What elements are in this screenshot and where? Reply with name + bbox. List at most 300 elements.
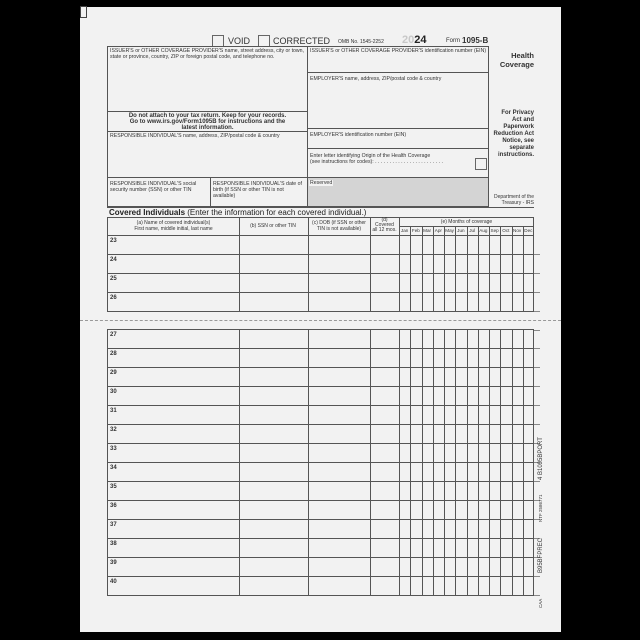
month-cell-may[interactable]	[444, 444, 455, 463]
dob-cell[interactable]	[308, 520, 370, 539]
month-cell-mar[interactable]	[422, 406, 433, 425]
month-cell-nov[interactable]	[512, 539, 523, 558]
month-cell-jan[interactable]	[399, 444, 410, 463]
month-cell-jul[interactable]	[467, 558, 478, 577]
month-cell-mar[interactable]	[422, 539, 433, 558]
month-cell-oct[interactable]	[500, 274, 511, 293]
month-cell-aug[interactable]	[478, 406, 489, 425]
month-cell-jul[interactable]	[467, 444, 478, 463]
month-cell-nov[interactable]	[512, 577, 523, 596]
dob-cell[interactable]	[308, 406, 370, 425]
month-cell-oct[interactable]	[500, 482, 511, 501]
month-cell-jun[interactable]	[455, 387, 466, 406]
month-cell-aug[interactable]	[478, 387, 489, 406]
month-cell-aug[interactable]	[478, 520, 489, 539]
month-cell-aug[interactable]	[478, 236, 489, 255]
month-cell-sep[interactable]	[489, 368, 500, 387]
month-cell-dec[interactable]	[523, 406, 534, 425]
ssn-cell[interactable]	[239, 274, 308, 293]
month-cell-apr[interactable]	[433, 482, 444, 501]
ssn-cell[interactable]	[239, 444, 308, 463]
month-cell-apr[interactable]	[433, 501, 444, 520]
month-cell-nov[interactable]	[512, 293, 523, 312]
month-cell-aug[interactable]	[478, 330, 489, 349]
month-cell-apr[interactable]	[433, 274, 444, 293]
month-cell-nov[interactable]	[512, 349, 523, 368]
responsible-dob-box[interactable]: RESPONSIBLE INDIVIDUAL'S date of birth (if SSN or other TIN is not available)	[210, 177, 308, 207]
month-cell-jun[interactable]	[455, 274, 466, 293]
ssn-cell[interactable]	[239, 255, 308, 274]
month-cell-oct[interactable]	[500, 293, 511, 312]
month-cell-sep[interactable]	[489, 520, 500, 539]
all-12-months-cell[interactable]	[370, 425, 399, 444]
month-cell-oct[interactable]	[500, 520, 511, 539]
dob-cell[interactable]	[308, 387, 370, 406]
month-cell-may[interactable]	[444, 482, 455, 501]
month-cell-jan[interactable]	[399, 368, 410, 387]
ssn-cell[interactable]	[239, 520, 308, 539]
dob-cell[interactable]	[308, 349, 370, 368]
month-cell-feb[interactable]	[410, 236, 421, 255]
month-cell-nov[interactable]	[512, 501, 523, 520]
month-cell-jul[interactable]	[467, 293, 478, 312]
month-cell-oct[interactable]	[500, 255, 511, 274]
month-cell-nov[interactable]	[512, 236, 523, 255]
all-12-months-cell[interactable]	[370, 482, 399, 501]
month-cell-dec[interactable]	[523, 520, 534, 539]
month-cell-jun[interactable]	[455, 558, 466, 577]
month-cell-feb[interactable]	[410, 255, 421, 274]
month-cell-dec[interactable]	[523, 425, 534, 444]
month-cell-jan[interactable]	[399, 330, 410, 349]
month-cell-aug[interactable]	[478, 482, 489, 501]
month-cell-dec[interactable]	[523, 293, 534, 312]
month-cell-jun[interactable]	[455, 577, 466, 596]
month-cell-aug[interactable]	[478, 255, 489, 274]
dob-cell[interactable]	[308, 463, 370, 482]
month-cell-feb[interactable]	[410, 577, 421, 596]
name-cell[interactable]	[108, 368, 239, 387]
month-cell-apr[interactable]	[433, 577, 444, 596]
month-cell-jun[interactable]	[455, 368, 466, 387]
responsible-name-box[interactable]: RESPONSIBLE INDIVIDUAL'S name, address, ZIP/postal code & country	[107, 131, 308, 178]
all-12-months-cell[interactable]	[370, 520, 399, 539]
month-cell-jan[interactable]	[399, 520, 410, 539]
all-12-months-cell[interactable]	[370, 236, 399, 255]
name-cell[interactable]	[108, 387, 239, 406]
all-12-months-cell[interactable]	[370, 444, 399, 463]
name-cell[interactable]	[108, 406, 239, 425]
month-cell-jul[interactable]	[467, 482, 478, 501]
month-cell-jun[interactable]	[455, 293, 466, 312]
employer-name-box[interactable]: EMPLOYER'S name, address, ZIP/postal code & country	[307, 72, 489, 129]
month-cell-nov[interactable]	[512, 558, 523, 577]
month-cell-aug[interactable]	[478, 368, 489, 387]
all-12-months-cell[interactable]	[370, 539, 399, 558]
month-cell-may[interactable]	[444, 539, 455, 558]
month-cell-nov[interactable]	[512, 482, 523, 501]
month-cell-apr[interactable]	[433, 236, 444, 255]
dob-cell[interactable]	[308, 577, 370, 596]
month-cell-may[interactable]	[444, 368, 455, 387]
ssn-cell[interactable]	[239, 577, 308, 596]
month-cell-sep[interactable]	[489, 293, 500, 312]
month-cell-oct[interactable]	[500, 577, 511, 596]
month-cell-nov[interactable]	[512, 444, 523, 463]
name-cell[interactable]	[108, 349, 239, 368]
margin-code-4: CAA	[538, 598, 543, 608]
month-cell-sep[interactable]	[489, 349, 500, 368]
month-cell-jun[interactable]	[455, 330, 466, 349]
month-cell-dec[interactable]	[523, 558, 534, 577]
month-cell-oct[interactable]	[500, 463, 511, 482]
all-12-months-cell[interactable]	[370, 501, 399, 520]
month-cell-aug[interactable]	[478, 349, 489, 368]
name-cell[interactable]	[108, 539, 239, 558]
dob-cell[interactable]	[308, 236, 370, 255]
month-cell-feb[interactable]	[410, 274, 421, 293]
dob-cell[interactable]	[308, 293, 370, 312]
month-cell-sep[interactable]	[489, 558, 500, 577]
month-cell-jan[interactable]	[399, 236, 410, 255]
month-cell-nov[interactable]	[512, 406, 523, 425]
month-cell-oct[interactable]	[500, 501, 511, 520]
month-cell-jun[interactable]	[455, 406, 466, 425]
month-cell-jun[interactable]	[455, 501, 466, 520]
dob-cell[interactable]	[308, 425, 370, 444]
month-cell-mar[interactable]	[422, 236, 433, 255]
month-cell-feb[interactable]	[410, 444, 421, 463]
dob-cell[interactable]	[308, 501, 370, 520]
month-cell-may[interactable]	[444, 406, 455, 425]
month-cell-feb[interactable]	[410, 482, 421, 501]
month-cell-may[interactable]	[444, 274, 455, 293]
month-cell-jul[interactable]	[467, 255, 478, 274]
all-12-months-cell[interactable]	[370, 274, 399, 293]
month-cell-may[interactable]	[444, 558, 455, 577]
ssn-cell[interactable]	[239, 425, 308, 444]
month-cell-apr[interactable]	[433, 368, 444, 387]
month-cell-jun[interactable]	[455, 444, 466, 463]
month-cell-jul[interactable]	[467, 387, 478, 406]
month-cell-jul[interactable]	[467, 236, 478, 255]
all-12-months-cell[interactable]	[370, 349, 399, 368]
month-cell-oct[interactable]	[500, 444, 511, 463]
month-cell-apr[interactable]	[433, 293, 444, 312]
month-cell-aug[interactable]	[478, 274, 489, 293]
name-cell[interactable]	[108, 274, 239, 293]
month-cell-jun[interactable]	[455, 482, 466, 501]
ssn-cell[interactable]	[239, 293, 308, 312]
ssn-cell[interactable]	[239, 387, 308, 406]
month-cell-jul[interactable]	[467, 539, 478, 558]
month-cell-nov[interactable]	[512, 255, 523, 274]
month-cell-apr[interactable]	[433, 330, 444, 349]
month-cell-jun[interactable]	[455, 236, 466, 255]
ssn-cell[interactable]	[239, 463, 308, 482]
month-cell-feb[interactable]	[410, 520, 421, 539]
month-cell-feb[interactable]	[410, 406, 421, 425]
month-cell-apr[interactable]	[433, 520, 444, 539]
month-cell-aug[interactable]	[478, 539, 489, 558]
month-cell-aug[interactable]	[478, 558, 489, 577]
month-cell-jul[interactable]	[467, 577, 478, 596]
month-cell-nov[interactable]	[512, 330, 523, 349]
month-cell-oct[interactable]	[500, 539, 511, 558]
month-cell-mar[interactable]	[422, 520, 433, 539]
month-cell-jan[interactable]	[399, 463, 410, 482]
dob-cell[interactable]	[308, 539, 370, 558]
month-cell-dec[interactable]	[523, 577, 534, 596]
month-cell-may[interactable]	[444, 463, 455, 482]
month-cell-sep[interactable]	[489, 463, 500, 482]
month-cell-apr[interactable]	[433, 463, 444, 482]
name-cell[interactable]	[108, 236, 239, 255]
month-cell-feb[interactable]	[410, 387, 421, 406]
month-cell-nov[interactable]	[512, 463, 523, 482]
month-cell-dec[interactable]	[523, 368, 534, 387]
month-cell-mar[interactable]	[422, 444, 433, 463]
name-cell[interactable]	[108, 558, 239, 577]
month-cell-jan[interactable]	[399, 577, 410, 596]
month-cell-feb[interactable]	[410, 368, 421, 387]
month-cell-aug[interactable]	[478, 444, 489, 463]
month-cell-jun[interactable]	[455, 539, 466, 558]
month-cell-may[interactable]	[444, 293, 455, 312]
month-cell-feb[interactable]	[410, 293, 421, 312]
month-cell-feb[interactable]	[410, 463, 421, 482]
month-cell-jun[interactable]	[455, 463, 466, 482]
month-cell-nov[interactable]	[512, 425, 523, 444]
month-cell-jul[interactable]	[467, 406, 478, 425]
dob-cell[interactable]	[308, 274, 370, 293]
month-cell-sep[interactable]	[489, 387, 500, 406]
month-cell-dec[interactable]	[523, 274, 534, 293]
month-cell-jul[interactable]	[467, 368, 478, 387]
issuer-name-box[interactable]: ISSUER'S or OTHER COVERAGE PROVIDER'S name, street address, city or town, state or province, country, ZIP or foreign postal code, and telephone no.	[107, 46, 308, 112]
month-cell-sep[interactable]	[489, 406, 500, 425]
month-cell-mar[interactable]	[422, 482, 433, 501]
month-cell-jan[interactable]	[399, 293, 410, 312]
month-cell-feb[interactable]	[410, 330, 421, 349]
name-cell[interactable]	[108, 255, 239, 274]
month-cell-mar[interactable]	[422, 368, 433, 387]
dob-cell[interactable]	[308, 444, 370, 463]
month-cell-may[interactable]	[444, 577, 455, 596]
month-cell-jun[interactable]	[455, 425, 466, 444]
all-12-months-cell[interactable]	[370, 558, 399, 577]
ssn-cell[interactable]	[239, 330, 308, 349]
dob-cell[interactable]	[308, 482, 370, 501]
month-cell-sep[interactable]	[489, 255, 500, 274]
month-cell-oct[interactable]	[500, 349, 511, 368]
month-cell-mar[interactable]	[422, 293, 433, 312]
month-cell-may[interactable]	[444, 349, 455, 368]
month-cell-dec[interactable]	[523, 330, 534, 349]
name-cell[interactable]	[108, 425, 239, 444]
employer-ein-box[interactable]: EMPLOYER'S identification number (EIN)	[307, 128, 489, 149]
all-12-months-cell[interactable]	[370, 255, 399, 274]
month-cell-jan[interactable]	[399, 558, 410, 577]
name-cell[interactable]	[108, 577, 239, 596]
month-cell-apr[interactable]	[433, 425, 444, 444]
month-cell-jul[interactable]	[467, 349, 478, 368]
all-12-months-cell[interactable]	[370, 293, 399, 312]
month-cell-feb[interactable]	[410, 501, 421, 520]
month-cell-apr[interactable]	[433, 539, 444, 558]
all-12-months-cell[interactable]	[370, 406, 399, 425]
name-cell[interactable]	[108, 520, 239, 539]
ssn-cell[interactable]	[239, 406, 308, 425]
month-cell-jan[interactable]	[399, 406, 410, 425]
month-cell-sep[interactable]	[489, 274, 500, 293]
month-cell-mar[interactable]	[422, 274, 433, 293]
month-cell-oct[interactable]	[500, 330, 511, 349]
month-cell-jan[interactable]	[399, 482, 410, 501]
dob-cell[interactable]	[308, 558, 370, 577]
month-cell-dec[interactable]	[523, 255, 534, 274]
month-cell-apr[interactable]	[433, 406, 444, 425]
month-cell-may[interactable]	[444, 387, 455, 406]
month-cell-nov[interactable]	[512, 387, 523, 406]
month-cell-sep[interactable]	[489, 330, 500, 349]
name-cell[interactable]	[108, 463, 239, 482]
month-cell-jul[interactable]	[467, 501, 478, 520]
month-cell-feb[interactable]	[410, 425, 421, 444]
ssn-cell[interactable]	[239, 558, 308, 577]
month-cell-feb[interactable]	[410, 349, 421, 368]
month-cell-aug[interactable]	[478, 501, 489, 520]
month-cell-may[interactable]	[444, 330, 455, 349]
month-cell-jan[interactable]	[399, 387, 410, 406]
month-cell-apr[interactable]	[433, 255, 444, 274]
month-cell-mar[interactable]	[422, 558, 433, 577]
month-cell-apr[interactable]	[433, 558, 444, 577]
month-cell-dec[interactable]	[523, 387, 534, 406]
origin-code-input[interactable]	[475, 158, 487, 170]
month-cell-dec[interactable]	[523, 501, 534, 520]
month-cell-jul[interactable]	[467, 520, 478, 539]
month-cell-dec[interactable]	[523, 539, 534, 558]
month-cell-sep[interactable]	[489, 444, 500, 463]
month-cell-aug[interactable]	[478, 463, 489, 482]
month-cell-oct[interactable]	[500, 425, 511, 444]
month-cell-oct[interactable]	[500, 368, 511, 387]
ssn-cell[interactable]	[239, 501, 308, 520]
month-cell-aug[interactable]	[478, 293, 489, 312]
month-cell-may[interactable]	[444, 255, 455, 274]
month-cell-jan[interactable]	[399, 274, 410, 293]
month-cell-may[interactable]	[444, 425, 455, 444]
month-cell-may[interactable]	[444, 520, 455, 539]
month-cell-jul[interactable]	[467, 330, 478, 349]
month-cell-nov[interactable]	[512, 520, 523, 539]
month-cell-feb[interactable]	[410, 558, 421, 577]
ssn-cell[interactable]	[239, 482, 308, 501]
ssn-cell[interactable]	[239, 236, 308, 255]
month-cell-dec[interactable]	[523, 482, 534, 501]
month-cell-sep[interactable]	[489, 501, 500, 520]
month-cell-jul[interactable]	[467, 425, 478, 444]
month-cell-jun[interactable]	[455, 255, 466, 274]
all-12-months-cell[interactable]	[370, 463, 399, 482]
month-cell-feb[interactable]	[410, 539, 421, 558]
name-cell[interactable]	[108, 293, 239, 312]
month-cell-mar[interactable]	[422, 425, 433, 444]
name-cell[interactable]	[108, 444, 239, 463]
month-cell-mar[interactable]	[422, 501, 433, 520]
month-cell-jul[interactable]	[467, 274, 478, 293]
month-cell-dec[interactable]	[523, 349, 534, 368]
month-cell-jan[interactable]	[399, 255, 410, 274]
month-cell-mar[interactable]	[422, 255, 433, 274]
month-cell-nov[interactable]	[512, 274, 523, 293]
month-cell-jul[interactable]	[467, 463, 478, 482]
month-cell-dec[interactable]	[523, 236, 534, 255]
ssn-cell[interactable]	[239, 349, 308, 368]
ssn-cell[interactable]	[239, 368, 308, 387]
month-cell-jun[interactable]	[455, 349, 466, 368]
all-12-months-cell[interactable]	[370, 368, 399, 387]
month-cell-jun[interactable]	[455, 520, 466, 539]
ssn-cell[interactable]	[239, 539, 308, 558]
month-cell-oct[interactable]	[500, 558, 511, 577]
name-cell[interactable]	[108, 501, 239, 520]
month-cell-apr[interactable]	[433, 349, 444, 368]
month-cell-nov[interactable]	[512, 368, 523, 387]
table-row	[107, 348, 534, 368]
month-cell-dec[interactable]	[523, 444, 534, 463]
month-cell-jan[interactable]	[399, 539, 410, 558]
month-cell-jan[interactable]	[399, 349, 410, 368]
month-cell-sep[interactable]	[489, 425, 500, 444]
dob-cell[interactable]	[308, 368, 370, 387]
month-cell-sep[interactable]	[489, 577, 500, 596]
month-cell-aug[interactable]	[478, 577, 489, 596]
issuer-ein-box[interactable]: ISSUER'S or OTHER COVERAGE PROVIDER'S identification number (EIN)	[307, 46, 489, 73]
month-cell-dec[interactable]	[523, 463, 534, 482]
name-cell[interactable]	[108, 482, 239, 501]
month-cell-sep[interactable]	[489, 482, 500, 501]
month-cell-mar[interactable]	[422, 349, 433, 368]
responsible-ssn-box[interactable]: RESPONSIBLE INDIVIDUAL'S social security number (SSN) or other TIN	[107, 177, 211, 207]
month-cell-aug[interactable]	[478, 425, 489, 444]
month-cell-sep[interactable]	[489, 236, 500, 255]
month-cell-may[interactable]	[444, 501, 455, 520]
month-cell-apr[interactable]	[433, 387, 444, 406]
dob-cell[interactable]	[308, 255, 370, 274]
month-cell-oct[interactable]	[500, 236, 511, 255]
all-12-months-cell[interactable]	[370, 330, 399, 349]
month-cell-may[interactable]	[444, 236, 455, 255]
month-cell-sep[interactable]	[489, 539, 500, 558]
all-12-months-cell[interactable]	[370, 387, 399, 406]
all-12-months-cell[interactable]	[370, 577, 399, 596]
month-cell-mar[interactable]	[422, 463, 433, 482]
month-cell-jan[interactable]	[399, 425, 410, 444]
month-cell-oct[interactable]	[500, 387, 511, 406]
month-header-oct: Oct	[502, 228, 510, 233]
month-cell-jan[interactable]	[399, 501, 410, 520]
dob-cell[interactable]	[308, 330, 370, 349]
name-cell[interactable]	[108, 330, 239, 349]
month-cell-oct[interactable]	[500, 406, 511, 425]
month-cell-mar[interactable]	[422, 387, 433, 406]
month-cell-apr[interactable]	[433, 444, 444, 463]
month-cell-mar[interactable]	[422, 577, 433, 596]
month-cell-mar[interactable]	[422, 330, 433, 349]
row-number: 36	[110, 503, 117, 509]
